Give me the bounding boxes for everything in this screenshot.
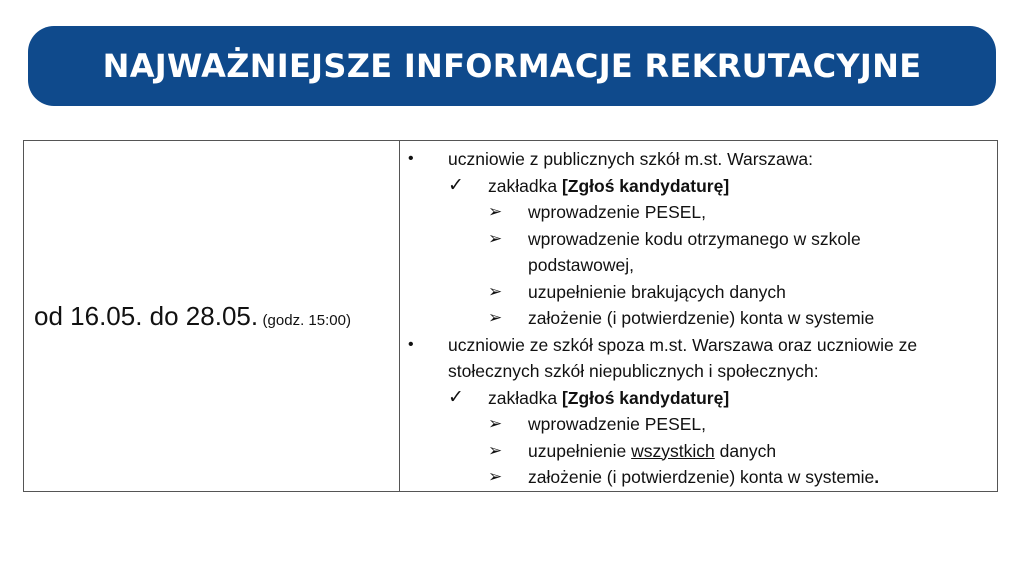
date-cell <box>24 141 400 492</box>
list-item-continuation <box>400 252 987 279</box>
bullet-icon: • <box>408 150 414 167</box>
tab-name: [Zgłoś kandydaturę] <box>561 387 730 408</box>
deadline-time-note: (godz. 15:00) <box>262 311 351 329</box>
group-title: stołecznych szkół niepublicznych i społecznych: <box>448 361 819 381</box>
arrow-icon: ➢ <box>488 281 503 301</box>
arrow-icon: ➢ <box>488 202 503 221</box>
table-row <box>24 141 998 492</box>
group-title: uczniowie ze szkół spoza m.st. Warszawa oraz uczniowie ze <box>448 334 918 355</box>
step-text: wprowadzenie PESEL, <box>528 414 707 434</box>
step-text: podstawowej, <box>528 255 635 275</box>
checkmark-icon: ✓ <box>448 386 464 408</box>
list-item <box>400 226 987 253</box>
list-item-continuation <box>400 358 987 385</box>
list-item <box>400 199 987 226</box>
checkmark-icon: ✓ <box>448 174 464 196</box>
arrow-icon: ➢ <box>488 467 503 486</box>
arrow-icon: ➢ <box>488 414 503 433</box>
list-item <box>400 146 987 173</box>
date-range-text: od 16.05. do 28.05. <box>34 300 259 331</box>
step-text: wprowadzenie PESEL, <box>528 202 707 222</box>
step-text: założenie (i potwierdzenie) konta w systemie <box>528 308 875 328</box>
tab-label-prefix: zakładka <box>488 387 562 408</box>
list-item <box>400 279 987 306</box>
list-item <box>400 385 987 412</box>
recruitment-info-table <box>23 140 998 492</box>
list-item <box>400 438 987 465</box>
group-title: uczniowie z publicznych szkół m.st. Warszawa: <box>448 149 814 169</box>
list-item <box>400 305 987 332</box>
arrow-icon: ➢ <box>488 440 503 460</box>
arrow-icon: ➢ <box>488 228 503 248</box>
step-end-mark: . <box>874 467 880 487</box>
tab-name: [Zgłoś kandydaturę] <box>561 175 730 196</box>
step-text: założenie (i potwierdzenie) konta w systemie <box>528 467 875 487</box>
step-emphasis: wszystkich <box>631 440 715 461</box>
description-cell <box>400 141 998 492</box>
list-item <box>400 411 987 438</box>
tab-label-prefix: zakładka <box>488 175 562 196</box>
step-text: wprowadzenie kodu otrzymanego w szkole <box>528 228 861 249</box>
header-banner <box>28 26 996 106</box>
step-text: uzupełnienie <box>528 440 632 461</box>
step-text: danych <box>714 440 777 461</box>
list-item <box>400 464 987 491</box>
list-item <box>400 332 987 359</box>
bullet-icon: • <box>408 335 414 353</box>
page-title: NAJWAŻNIEJSZE INFORMACJE REKRUTACYJNE <box>102 47 922 85</box>
list-item <box>400 173 987 200</box>
step-text: uzupełnienie brakujących danych <box>528 281 786 302</box>
arrow-icon: ➢ <box>488 308 503 327</box>
date-range <box>24 301 399 332</box>
